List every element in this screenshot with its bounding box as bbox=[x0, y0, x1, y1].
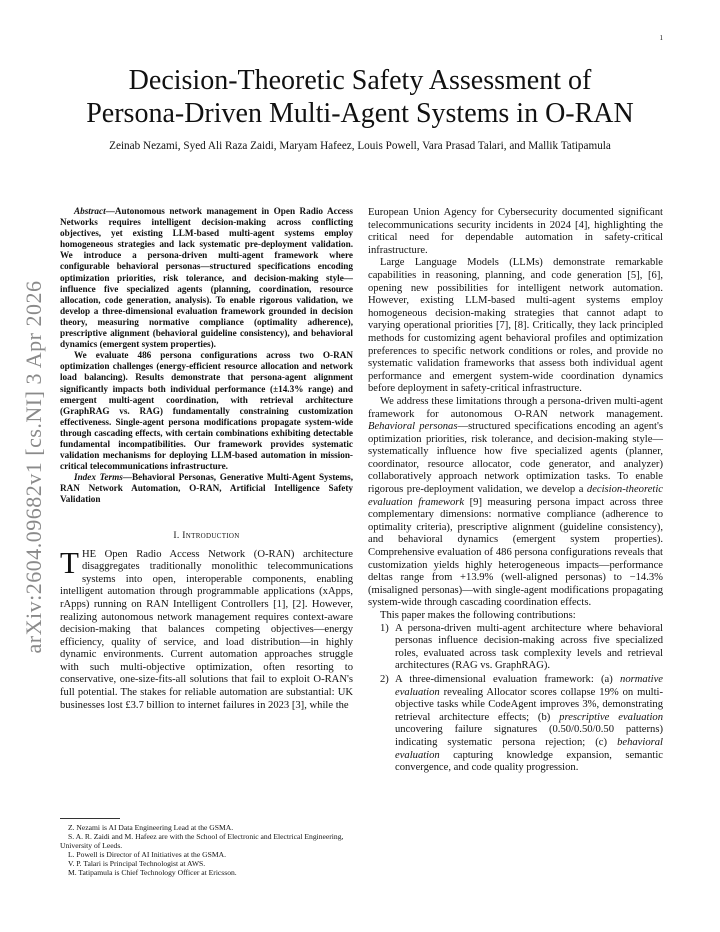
abstract-paragraph-1 bbox=[60, 206, 353, 350]
section-heading-introduction: I. Introduction bbox=[173, 529, 240, 541]
abstract-paragraph-2: We evaluate 486 persona configurations across two O-RAN optimization challenges (energy-efficient resource allocation and network load balancing). Results demonstrate that persona-agent alignment significantly impacts both individual performance (±14.3% range) and emergent multi-agent coordination, with retrieval architecture (GraphRAG vs. RAG) fundamentally constraining customization effectiveness. Single-agent persona modifications propagate system-wide through cascading effects, with certain combinations exhibiting detectable fundamental incompatibilities. Our framework provides systematic validation mechanisms for deploying LLM-based automation in mission-critical telecommunications infrastructure. bbox=[60, 350, 353, 472]
index-terms-lead: Index Terms bbox=[74, 472, 123, 483]
abstract-lead: Abstract bbox=[74, 206, 106, 216]
right-paragraph-2 bbox=[368, 396, 663, 610]
c2-text-a: A three-dimensional evaluation framework: (a) bbox=[395, 673, 621, 685]
contribution-2 bbox=[368, 674, 663, 775]
title-line-2: Persona-Driven Multi-Agent Systems in O-RAN bbox=[86, 98, 634, 129]
footnote-rule bbox=[60, 818, 120, 819]
c2-text-c: uncovering failure signatures (0.50/0.50/0.50 patterns) indicating systematic persona rejection; (c) bbox=[395, 724, 663, 748]
p2-text-b: —structured specifications encoding an agent's optimization priorities, risk tolerance, and decision-making style—systematically influence how five specialized agents (planner, coordinator, resource allocator, code generator, and analyzer) collaboratively approach network optimization tasks. To enable rigorous pre-deployment validation, we develop a bbox=[368, 421, 663, 496]
drop-cap: T bbox=[60, 544, 79, 580]
c2-emphasis-normative: normative evaluation bbox=[395, 673, 663, 698]
right-paragraph-0: European Union Agency for Cybersecurity documented significant telecommunications security incidents in 2024 [4], highlighting the critical need for dependable automation in safety-critical infrastructure. bbox=[368, 207, 663, 256]
footnote-3: L. Powell is Director of AI Initiatives at the GSMA. bbox=[68, 850, 226, 860]
contribution-1-number: 1) bbox=[380, 622, 389, 634]
c2-emphasis-prescriptive: prescriptive evaluation bbox=[559, 711, 663, 723]
contribution-2-number: 2) bbox=[380, 673, 389, 685]
p2-emphasis-personas: Behavioral personas bbox=[368, 421, 458, 433]
footnotes bbox=[60, 818, 353, 878]
paper-title bbox=[60, 64, 660, 130]
intro-paragraph-1 bbox=[60, 544, 353, 713]
arxiv-stamp bbox=[20, 238, 48, 696]
footnote-5: M. Tatipamula is Chief Technology Officer at Ericsson. bbox=[68, 868, 237, 878]
introduction-body bbox=[60, 544, 353, 713]
page-number: 1 bbox=[659, 34, 663, 42]
c2-text-d: capturing knowledge expansion, semantic convergence, and code quality progression. bbox=[395, 749, 663, 774]
contribution-1-text: A persona-driven multi-agent architecture where behavioral personas influence decision-making across five specialized roles, evaluated across task complexity levels and retrieval architectures (RAG vs. GraphRAG). bbox=[395, 622, 663, 672]
contribution-1 bbox=[368, 623, 663, 673]
right-paragraph-1: Large Language Models (LLMs) demonstrate remarkable capabilities in reasoning, planning, and code generation [5], [6], opening new possibilities for intelligent network automation. However, existing LLM-based multi-agent systems employ homogeneous decision-making strategies that cannot adapt to varying operational priorities [7], [8]. Critically, they lack principled methods for customizing agent behavioral profiles and optimization preferences to specific network conditions or roles, and provide no systematic validation frameworks that assess both individual agent performance and emergent system-wide coordination dynamics before deployment in safety-critical infrastructure. bbox=[368, 257, 663, 395]
arxiv-stamp-text: arXiv:2604.09682v1 [cs.NI] 3 Apr 2026 bbox=[21, 280, 46, 654]
footnote-2: S. A. R. Zaidi and M. Hafeez are with the School of Electronic and Electrical Engineering, University of Leeds. bbox=[60, 832, 344, 851]
index-terms bbox=[60, 472, 353, 505]
author-list: Zeinab Nezami, Syed Ali Raza Zaidi, Maryam Hafeez, Louis Powell, Vara Prasad Talari, and Mallik Tatipamula bbox=[109, 140, 611, 152]
p2-emphasis-framework: decision-theoretic evaluation framework bbox=[368, 484, 663, 508]
c2-emphasis-behavioral: behavioral evaluation bbox=[395, 736, 663, 761]
index-terms-text: —Behavioral Personas, Generative Multi-Agent Systems, RAN Network Automation, O-RAN, Artificial Intelligence Safety Validation bbox=[60, 472, 354, 505]
contributions-list bbox=[368, 623, 663, 775]
p2-text-c: [9] measuring persona impact across three complementary dimensions: normative compliance (adherence to optimality criteria), prescriptive alignment (guideline consistency), and behavioral dynamics (emergent system properties). Comprehensive evaluation of 486 persona configurations reveals that customization yields highly heterogeneous impacts—performance deltas range from +13.9% (well-aligned personas) to −14.3% (misaligned personas)—with single-agent modifications propagating system-wide through cascading coordination effects. bbox=[368, 496, 663, 609]
right-paragraph-3: This paper makes the following contributions: bbox=[380, 610, 576, 621]
right-column bbox=[368, 207, 663, 776]
left-column bbox=[60, 206, 353, 712]
abstract bbox=[60, 206, 353, 506]
intro-text-1: HE Open Radio Access Network (O-RAN) architecture disaggregates traditionally monolithic telecommunications systems into open, interoperable components, enabling intelligent automation through programmable applications (xApps, rApps) running on RAN Intelligent Controllers [1], [2]. However, realizing autonomous network management requires context-aware decision-making that balances competing objectives—energy efficiency, quality of service, and load distribution—in highly dynamic environments. Current automation approaches struggle with such multi-objective optimization, often resorting to conservative, one-size-fits-all solutions that fail to exploit O-RAN's full potential. The stakes for reliable automation are substantial: UK businesses lost £3.7 billion to internet failures in 2023 [3], while the bbox=[60, 548, 353, 711]
footnote-4: V. P. Talari is Principal Technologist at AWS. bbox=[68, 859, 206, 869]
title-line-1: Decision-Theoretic Safety Assessment of bbox=[128, 65, 592, 96]
c2-text-b: revealing Allocator scores collapse 19% on multi-objective tasks while CodeAgent improves 3%, demonstrating retrieval architecture effects; (b) bbox=[395, 686, 663, 723]
footnote-1: Z. Nezami is AI Data Engineering Lead at the GSMA. bbox=[68, 823, 234, 832]
p2-text-a: We address these limitations through a persona-driven multi-agent framework for autonomous O-RAN network management. bbox=[368, 395, 663, 420]
abstract-text-1: —Autonomous network management in Open Radio Access Networks requires intelligent decision-making across conflicting objectives, yet existing LLM-based multi-agent systems employ homogeneous strategies and lack systematic pre-deployment validation. We introduce a persona-driven multi-agent framework where configurable behavioral personas—structured specifications encoding optimization priorities, risk tolerance, and decision-making style—influence five specialized agents (planning, coordination, resource allocation, code generation, analysis). To enable rigorous validation, we develop a three-dimensional evaluation framework grounded in decision theory, measuring normative compliance (optimality adherence), prescriptive alignment (behavioral guideline consistency), and behavioral dynamics (emergent system properties). bbox=[60, 206, 353, 350]
